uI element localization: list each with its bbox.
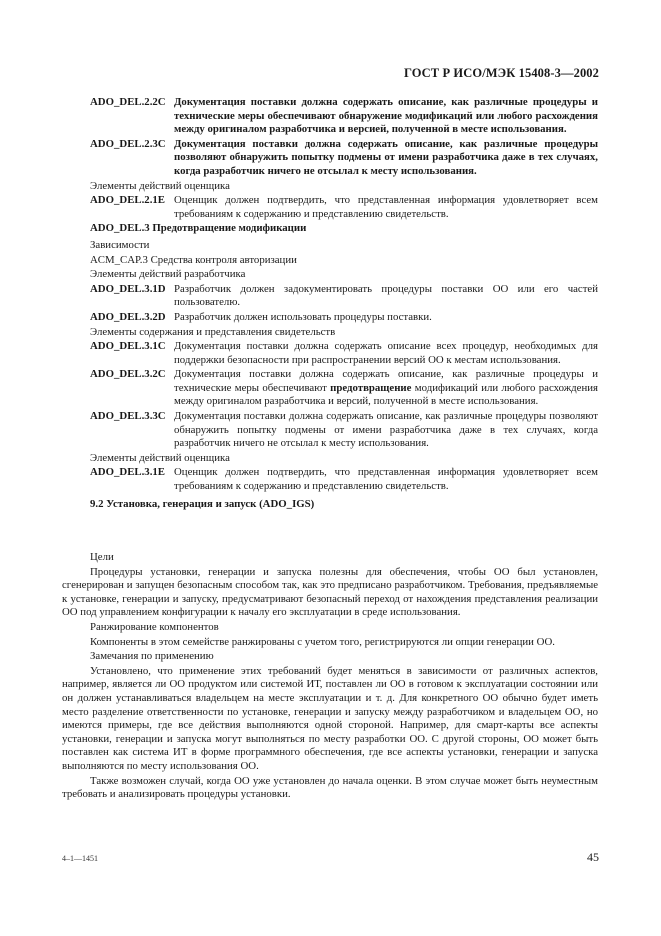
dependencies-label: Зависимости xyxy=(90,238,150,251)
requirement-ado-del-2-2c xyxy=(90,96,598,137)
developer-actions-label: Элементы действий разработчика xyxy=(90,268,246,281)
requirement-text: Документация поставки должна содержать описание, как различные процедуры позволяют обнаружить попытку подмены от имени разработчика даже в тех случаях, когда разработчик ничего не отсылал к месту использования. xyxy=(174,410,598,450)
requirement-text: Оценщик должен подтвердить, что представленная информация удовлетворяет всем требованиям к содержанию и представлению свидетельств. xyxy=(174,466,598,493)
section-9-2-body xyxy=(62,551,598,803)
requirement-id: ADO_DEL.2.2C xyxy=(90,96,166,108)
text-part: модификаций или любого расхождения между оригиналом разработчика и версий, полученной в месте использования. xyxy=(174,381,598,408)
dependency-item: ACM_CAP.3 Средства контроля авторизации xyxy=(90,253,297,266)
requirements-block xyxy=(90,96,598,514)
requirement-id: ADO_DEL.3.3C xyxy=(90,410,166,423)
notes-paragraph-2: Также возможен случай, когда ОО уже установлен до начала оценки. В этом случае может быть неуместным требовать и анализировать процедуры установки. xyxy=(62,774,598,801)
requirement-ado-del-3-2c xyxy=(90,368,598,409)
requirement-text: Оценщик должен подтвердить, что представленная информация удовлетворяет всем требованиям к содержанию и представлению свидетельств. xyxy=(174,194,598,220)
notes-label: Замечания по применению xyxy=(90,650,214,663)
print-code: 4–1—1451 xyxy=(62,854,98,863)
requirement-ado-del-3-3c xyxy=(90,410,598,451)
requirement-ado-del-2-3c xyxy=(90,138,598,179)
requirement-text: Документация поставки должна содержать описание, как различные процедуры позволяют обнаружить попытку подмены от имени разработчика даже в тех случаях, когда разработчик ничего не отсылал к месту использования. xyxy=(174,137,598,177)
requirement-id: ADO_DEL.3.1E xyxy=(90,466,165,479)
requirement-id: ADO_DEL.2.1E xyxy=(90,194,165,207)
evaluator-actions-label: Элементы действий оценщика xyxy=(90,451,230,464)
goals-label: Цели xyxy=(90,551,114,563)
requirement-text xyxy=(174,368,598,409)
section-9-2-title: 9.2 Установка, генерация и запуск (ADO_IGS) xyxy=(90,497,315,510)
section-id: ADO_DEL.3 xyxy=(90,222,150,235)
text-part: Документация поставки должна содержать описание, как различные процедуры и технические меры обеспечивают xyxy=(174,368,598,394)
page-number: 45 xyxy=(587,850,599,864)
notes-paragraph-1: Установлено, что применение этих требований будет меняться в зависимости от различных аспектов, например, является ли ОО продуктом или системой ИТ, поставлен ли ОО в готовом к эксплуатации состоянии или он должен устанавливаться владельцем на месте эксплуатации и т. д. Для конкретного ОО обычно будет иметь место разделение ответственности по установке, генерации и запуску между разработчиком и владельцем ОО, но имеются примеры, где все действия выполняются одной стороной. Например, для смарт-карты все аспекты установки, генерации и запуска могут выполняться по месту разработки ОО. С другой стороны, ОО может быть поставлен как система ИТ в форме программного обеспечения, где все аспекты установки, генерации и запуска выполняются по месту использования ОО. xyxy=(62,664,598,772)
requirement-id: ADO_DEL.3.2D xyxy=(90,310,166,323)
requirement-ado-del-2-1e xyxy=(90,194,598,221)
requirement-text: Разработчик должен задокументировать процедуры поставки ОО или его частей пользователю. xyxy=(174,282,598,309)
requirement-ado-del-3-1d xyxy=(90,283,598,310)
requirement-text: Разработчик должен использовать процедуры поставки. xyxy=(174,310,432,323)
requirement-id: ADO_DEL.3.1D xyxy=(90,282,166,295)
requirement-ado-del-3-1c xyxy=(90,340,598,367)
evaluator-actions-label: Элементы действий оценщика xyxy=(90,179,230,192)
requirement-id: ADO_DEL.3.1C xyxy=(90,340,166,353)
requirement-id: ADO_DEL.3.2C xyxy=(90,368,166,381)
content-elements-label: Элементы содержания и представления свидетельств xyxy=(90,325,336,338)
requirement-ado-del-3-1e xyxy=(90,466,598,493)
goals-paragraph: Процедуры установки, генерации и запуска полезны для обеспечения, чтобы ОО был установлен, сгенерирован и запущен безопасным способом так, как это предписано разработчиком. Требования, предъявляемые к установке, генерации и запуску, предусматривают безопасный переход от нахождения представления реализации ОО под управлением конфигурации к началу его эксплуатации в среде использования. xyxy=(62,565,598,619)
document-header: ГОСТ Р ИСО/МЭК 15408-3—2002 xyxy=(403,66,599,80)
emphasis-term: предотвращение xyxy=(330,381,412,394)
ranking-label: Ранжирование компонентов xyxy=(90,620,219,633)
requirement-text: Документация поставки должна содержать описание всех процедур, необходимых для поддержки безопасности при распространении версий ОО к местам использования. xyxy=(174,340,598,366)
requirement-ado-del-3-2d xyxy=(90,311,598,325)
section-ado-del-3 xyxy=(90,222,598,236)
requirement-id: ADO_DEL.2.3C xyxy=(90,137,166,150)
section-title: Предотвращение модификации xyxy=(152,222,307,235)
requirement-text: Документация поставки должна содержать описание, как различные процедуры и технические меры обеспечивают обнаружение модификаций или любого расхождения между оригиналом разработчика и версией, полученной в месте использования. xyxy=(174,96,598,136)
ranking-paragraph: Компоненты в этом семействе ранжированы с учетом того, регистрируются ли опции генерации ОО. xyxy=(90,635,555,648)
